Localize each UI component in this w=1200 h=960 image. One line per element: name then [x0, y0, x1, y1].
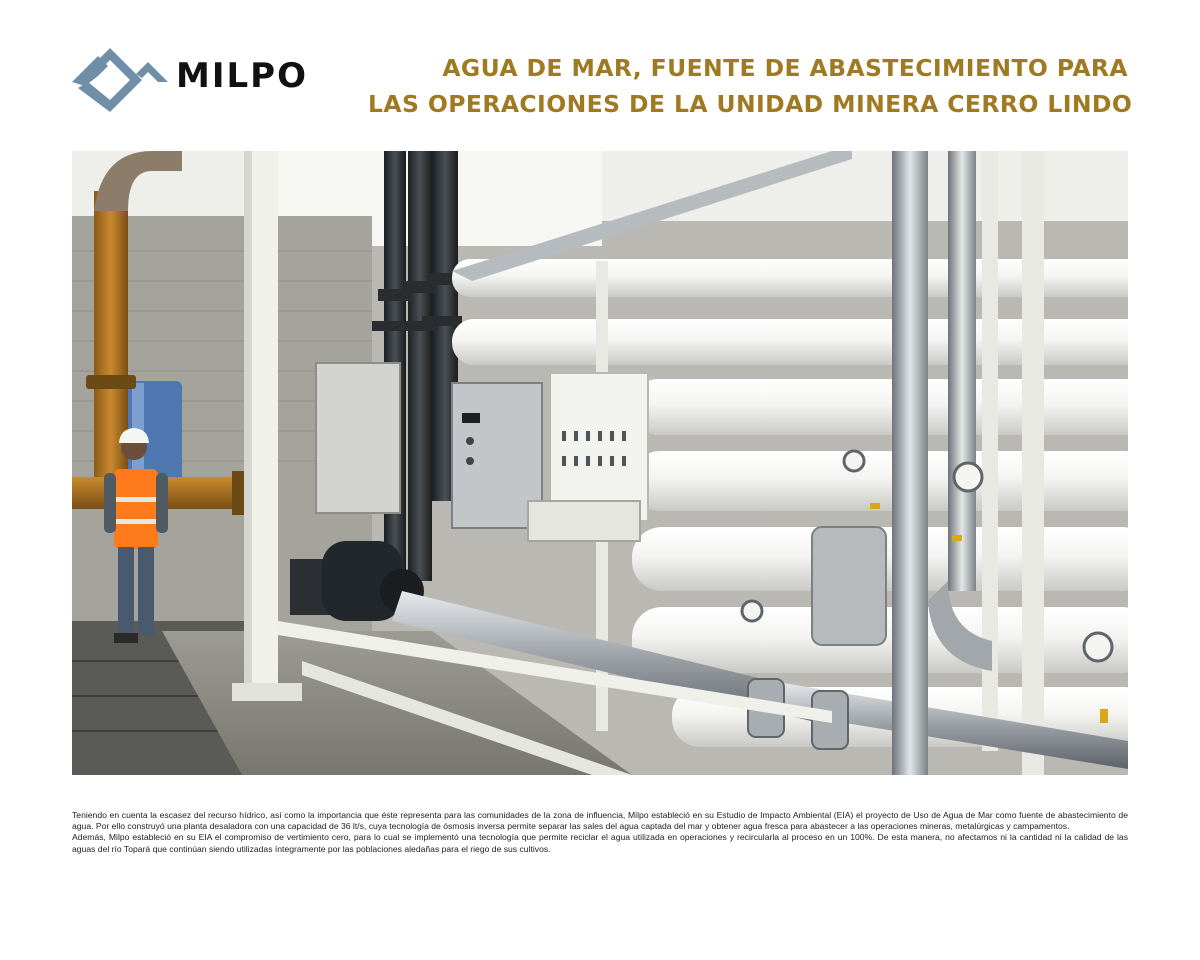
plant-illustration	[72, 151, 1128, 775]
milpo-logo	[72, 48, 332, 114]
paragraph-1: Teniendo en cuenta la escasez del recurso hídrico, así como la importancia que éste representa para las comunidades de la zona de influencia, Milpo estableció en su Estudio de Impacto Ambiental (EIA) el proyecto de Uso de Agua de Mar como fuente de abastecimiento de agua. Por ello construyó una planta desaladora con una capacidad de 36 lt/s, cuya tecnología de ósmosis inversa permite separar las sales del agua captada del mar y obtener agua fresca para abastecer a las operaciones mineras, metalúrgicas y campamentos.	[72, 810, 1128, 832]
paragraph-2: Además, Milpo estableció en su EIA el compromiso de vertimiento cero, para lo cual se implementó una tecnología que permite reciclar el agua utilizada en operaciones y recircularla al proceso en un 100%. De esta manera, no afectamos ni la cantidad ni la calidad de las aguas del río Topará que continúan siendo utilizadas íntegramente por las poblaciones aledañas para el riego de sus cultivos.	[72, 832, 1128, 854]
milpo-mountain-logo-icon	[72, 48, 172, 114]
page-title	[368, 50, 1133, 122]
logo-wordmark: MILPO	[176, 56, 308, 96]
title-line-1: AGUA DE MAR, FUENTE DE ABASTECIMIENTO PARA	[442, 54, 1128, 82]
body-text	[72, 810, 1128, 855]
desalination-plant-photo	[72, 151, 1128, 775]
title-line-2: LAS OPERACIONES DE LA UNIDAD MINERA CERRO LINDO	[368, 90, 1133, 118]
